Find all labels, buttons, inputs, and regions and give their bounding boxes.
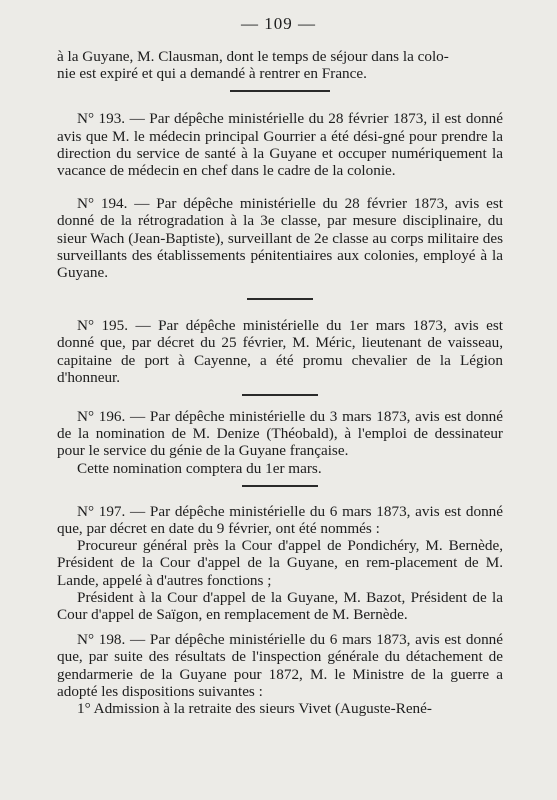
entry-196: N° 196. — Par dépêche ministérielle du 3 mars 1873, avis est donné de la nomination de M. Denize (Théobald), à l'emploi de dessinateur pour le service du génie de la Guyane française. xyxy=(57,408,503,460)
entry-194: N° 194. — Par dépêche ministérielle du 28 février 1873, avis est donné de la rétrogradation à la 3e classe, par mesure disciplinaire, du sieur Wach (Jean-Baptiste), surveillant de 2e classe au corps militaire des surveillants des établissements pénitentiaires aux colonies, employé à la Guyane. xyxy=(57,195,503,282)
entry-198: N° 198. — Par dépêche ministérielle du 6 mars 1873, avis est donné que, par suite des résultats de l'inspection générale du détachement de gendarmerie de la Guyane pour 1872, M. le Ministre de la guerre a adopté les dispositions suivantes : xyxy=(57,631,503,700)
entry-197: N° 197. — Par dépêche ministérielle du 6 mars 1873, avis est donné que, par décret en date du 9 février, ont été nommés : xyxy=(57,502,503,538)
continued-paragraph: à la Guyane, M. Clausman, dont le temps de séjour dans la colo- nie est expiré et qui a demandé à rentrer en France. xyxy=(57,48,449,83)
entry-197-item-1: Procureur général près la Cour d'appel de Pondichéry, M. Bernède, Président de la Cour d'appel de la Guyane, en rem-placement de M. Lande, appelé à d'autres fonctions ; xyxy=(57,537,503,589)
page-body xyxy=(57,48,503,717)
entry-197-item-2: Président à la Cour d'appel de la Guyane, M. Bazot, Président de la Cour d'appel de Saïgon, en remplacement de M. Bernède. xyxy=(57,588,503,624)
entry-198-item-1: 1° Admission à la retraite des sieurs Vivet (Auguste-René- xyxy=(77,700,432,718)
entry-193: N° 193. — Par dépêche ministérielle du 28 février 1873, il est donné avis que M. le médecin principal Gourrier a été dési-gné pour prendre la direction du service de santé à la Guyane et occuper numériquement la vacance de médecin en chef dans le cadre de la colonie. xyxy=(57,110,503,180)
page-number: — 109 — xyxy=(241,14,316,33)
entry-195: N° 195. — Par dépêche ministérielle du 1er mars 1873, avis est donné que, par décret du 25 février, M. Méric, lieutenant de vaisseau, capitaine de port à Cayenne, a été promu chevalier de la Légion d'honneur. xyxy=(57,317,503,386)
entry-196-note: Cette nomination comptera du 1er mars. xyxy=(77,459,322,477)
